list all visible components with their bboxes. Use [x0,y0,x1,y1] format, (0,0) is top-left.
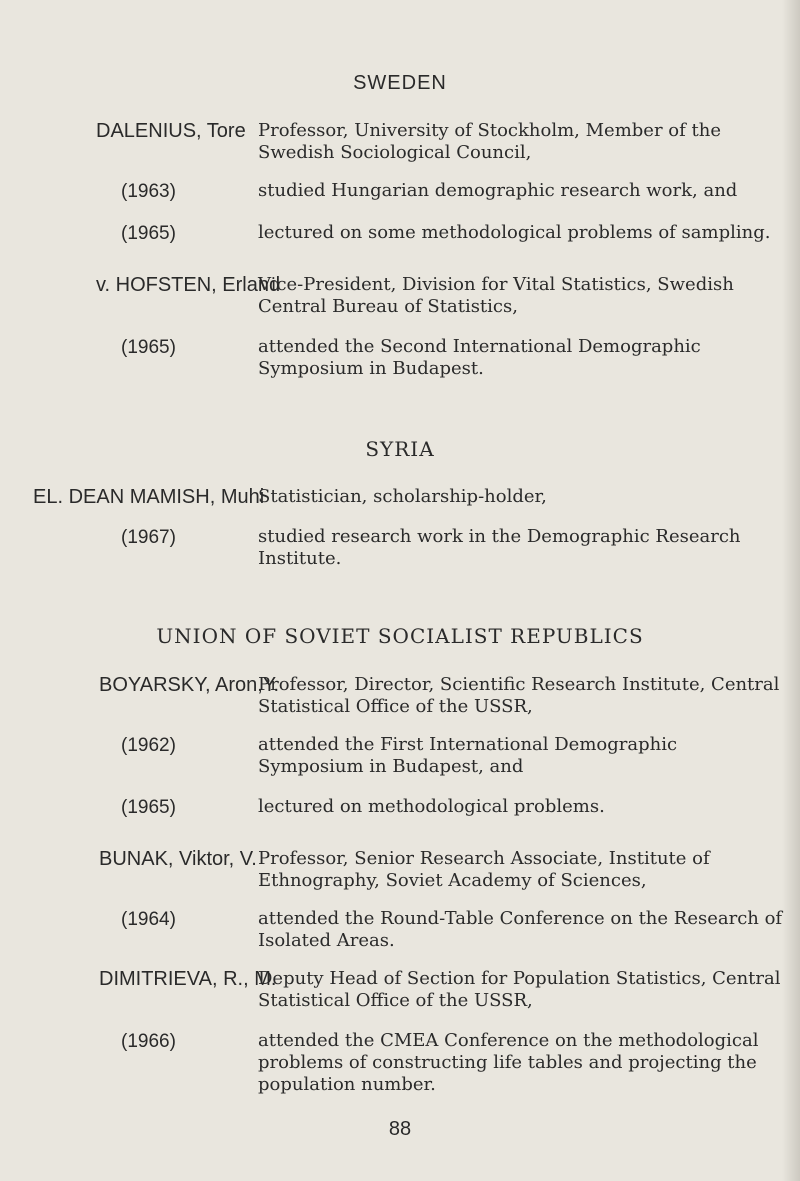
person-role: Statistician, scholarship-holder, [258,486,547,507]
activity-text: attended the Second International Demographic Symposium in Budapest. [258,336,701,379]
section-heading-sweden: SWEDEN [353,72,447,94]
person-role: Professor, University of Stockholm, Member of the Swedish Sociological Council, [258,120,721,163]
person-name: v. HOFSTEN, Erland [96,274,281,296]
activity-year: (1962) [121,735,176,756]
person-role: Deputy Head of Section for Population Statistics, Central Statistical Office of the USSR, [258,968,781,1011]
activity-text: studied research work in the Demographic Research Institute. [258,526,741,569]
section-heading-ussr: UNION OF SOVIET SOCIALIST REPUBLICS [156,624,644,648]
activity-year: (1967) [121,527,176,548]
person-name: BOYARSKY, Aron,Y. [99,674,280,696]
section-heading-syria: SYRIA [365,437,435,461]
activity-text: studied Hungarian demographic research work, and [258,180,738,201]
activity-year: (1965) [121,797,176,818]
person-name: BUNAK, Viktor, V. [99,848,257,870]
page-number: 88 [388,1118,412,1140]
activity-year: (1966) [121,1031,176,1052]
activity-year: (1965) [121,337,176,358]
person-name: DIMITRIEVA, R., M. [99,968,277,990]
person-role: Professor, Senior Research Associate, Institute of Ethnography, Soviet Academy of Sciences, [258,848,710,891]
person-role: Professor, Director, Scientific Research Institute, Central Statistical Office of the USSR, [258,674,780,717]
activity-text: attended the First International Demographic Symposium in Budapest, and [258,734,678,777]
person-name: DALENIUS, Tore [96,120,246,142]
person-name: EL. DEAN MAMISH, Muhi [33,486,265,508]
activity-text: lectured on methodological problems. [258,796,605,817]
activity-year: (1963) [121,181,176,202]
activity-year: (1964) [121,909,176,930]
activity-text: lectured on some methodological problems of sampling. [258,222,771,243]
activity-text: attended the CMEA Conference on the methodological problems of constructing life tables and projecting the population number. [258,1030,759,1095]
activity-text: attended the Round-Table Conference on the Research of Isolated Areas. [258,908,783,951]
person-role: Vice-President, Division for Vital Statistics, Swedish Central Bureau of Statistics, [258,274,734,317]
activity-year: (1965) [121,223,176,244]
